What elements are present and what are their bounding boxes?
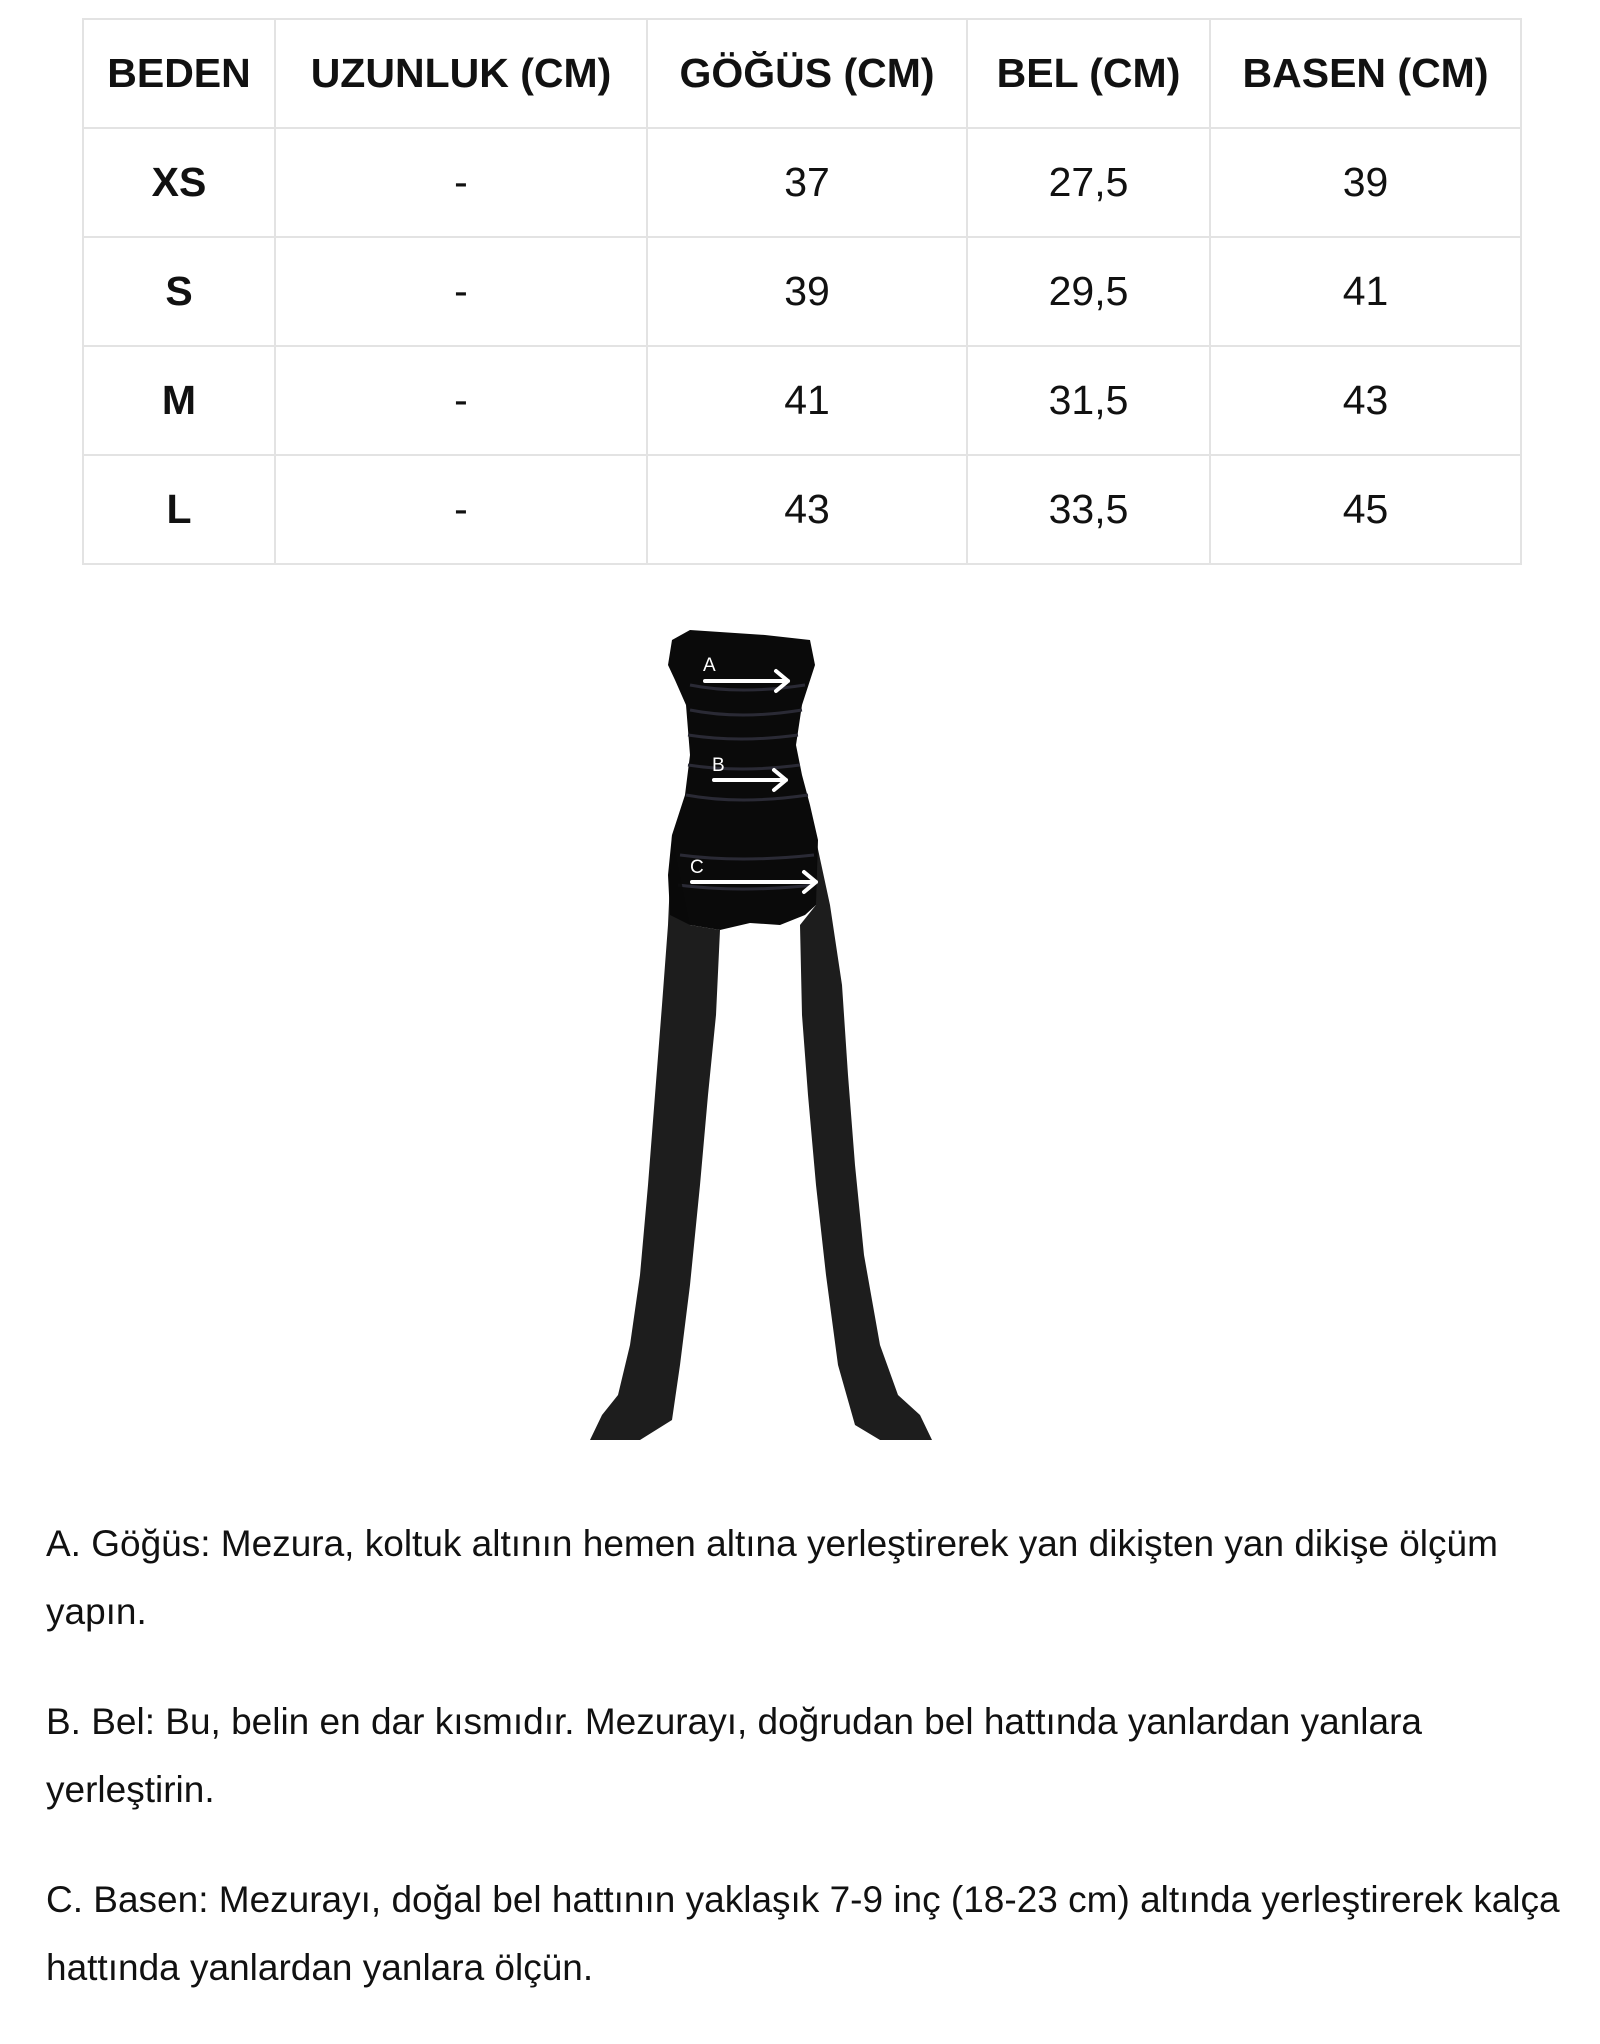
table-row [83, 128, 1521, 237]
label-b: B [712, 755, 725, 776]
bust-cell: 43 [647, 455, 967, 564]
dress-illustration [580, 625, 1040, 1455]
size-cell: M [83, 346, 275, 455]
hip-cell: 45 [1210, 455, 1521, 564]
note-waist: B. Bel: Bu, belin en dar kısmıdır. Mezurayı, doğrudan bel hattında yanlardan yanlara yerleştirin. [46, 1701, 1422, 1810]
waist-cell: 29,5 [967, 237, 1210, 346]
table-row [83, 455, 1521, 564]
header-bust: GÖĞÜS (CM) [647, 19, 967, 128]
length-cell: - [275, 346, 647, 455]
header-hip: BASEN (CM) [1210, 19, 1521, 128]
note-hip: C. Basen: Mezurayı, doğal bel hattının yaklaşık 7-9 inç (18-23 cm) altında yerleştirerek kalça hattında yanlardan yanlara ölçün. [46, 1879, 1560, 1988]
hip-cell: 41 [1210, 237, 1521, 346]
header-length: UZUNLUK (CM) [275, 19, 647, 128]
length-cell: - [275, 237, 647, 346]
bust-cell: 41 [647, 346, 967, 455]
size-cell: S [83, 237, 275, 346]
size-chart-table [82, 18, 1522, 565]
size-cell: L [83, 455, 275, 564]
note-bust: A. Göğüs: Mezura, koltuk altının hemen altına yerleştirerek yan dikişten yan dikişe ölçüm yapın. [46, 1523, 1498, 1632]
hip-cell: 43 [1210, 346, 1521, 455]
measurement-notes [46, 1510, 1566, 2044]
size-cell: XS [83, 128, 275, 237]
garment-measurement-figure [580, 625, 1040, 1455]
label-a: A [703, 655, 716, 676]
table-header-row [83, 19, 1521, 128]
label-c: C [690, 857, 704, 878]
length-cell: - [275, 128, 647, 237]
length-cell: - [275, 455, 647, 564]
table-row [83, 346, 1521, 455]
waist-cell: 33,5 [967, 455, 1210, 564]
header-waist: BEL (CM) [967, 19, 1210, 128]
table-row [83, 237, 1521, 346]
bust-cell: 39 [647, 237, 967, 346]
hip-cell: 39 [1210, 128, 1521, 237]
waist-cell: 27,5 [967, 128, 1210, 237]
right-drape [800, 840, 932, 1440]
bust-cell: 37 [647, 128, 967, 237]
header-size: BEDEN [83, 19, 275, 128]
waist-cell: 31,5 [967, 346, 1210, 455]
